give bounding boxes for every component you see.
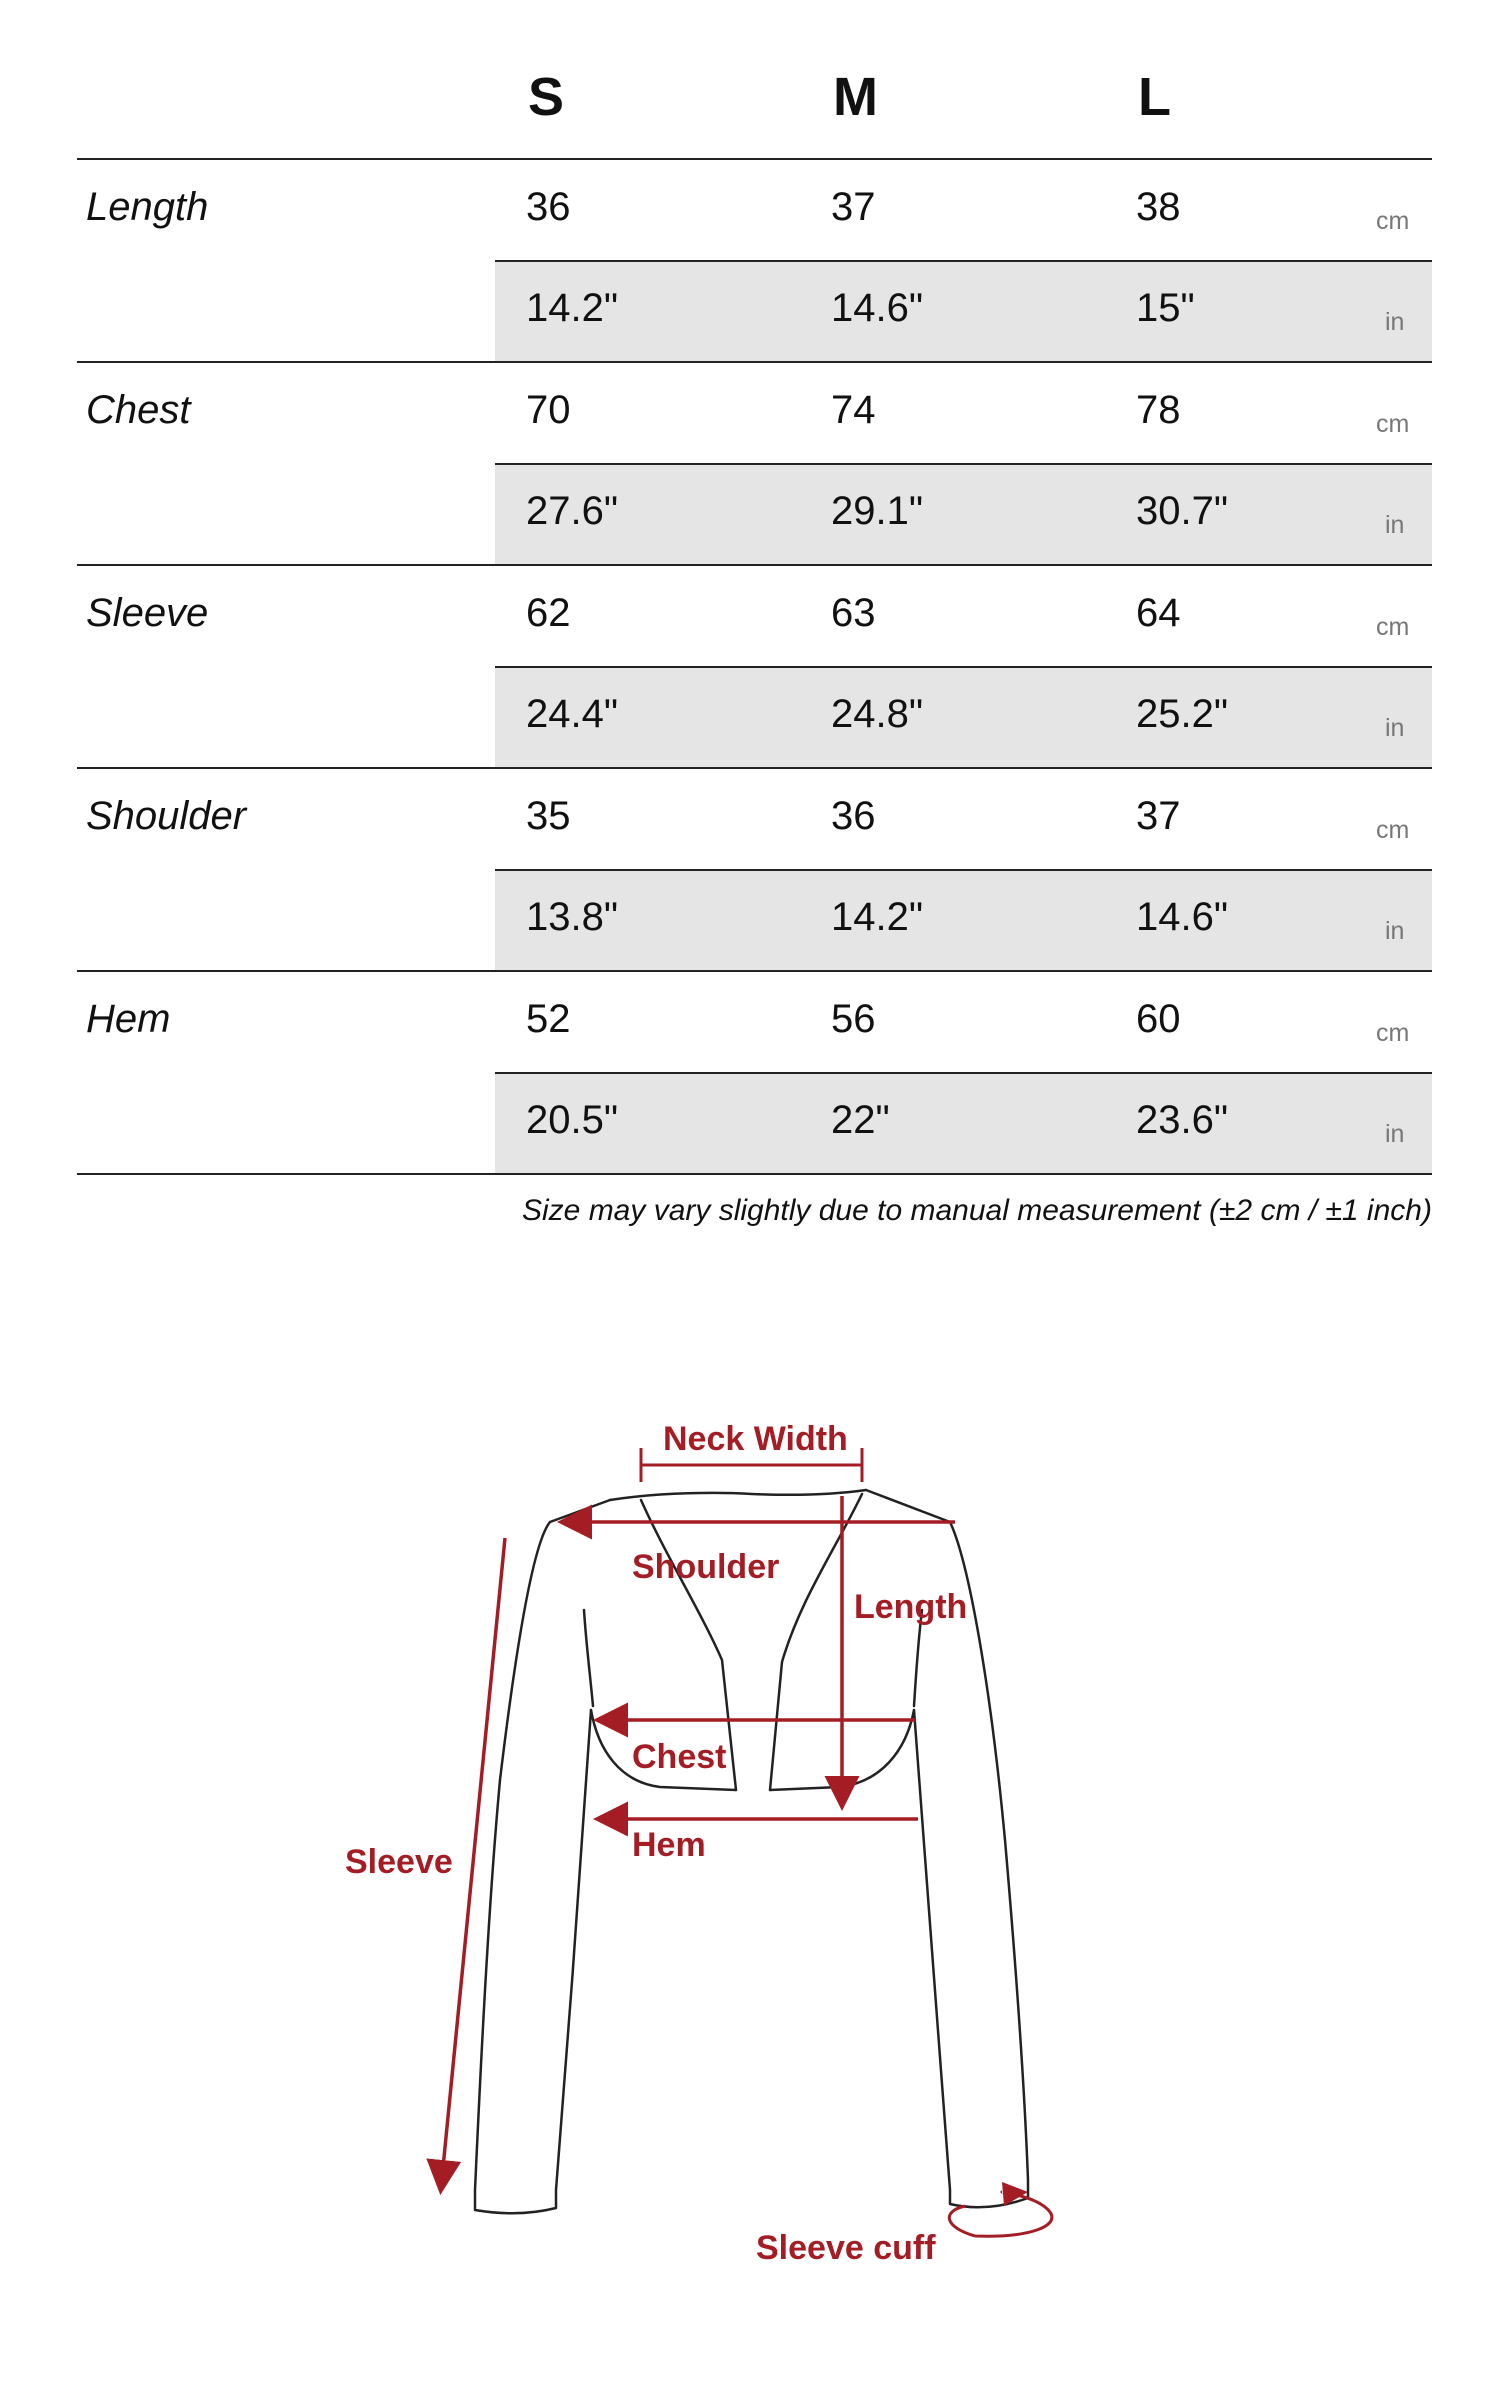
table-rule xyxy=(77,1173,1432,1175)
table-subrule xyxy=(495,260,1432,262)
cell-length-l-in: 15" xyxy=(1136,286,1195,330)
sleeve-cuff-arrow xyxy=(949,2192,1052,2236)
table-rule xyxy=(77,564,1432,566)
label-sleeve: Sleeve xyxy=(345,1843,453,1881)
label-hem: Hem xyxy=(632,1826,706,1864)
unit-cm: cm xyxy=(1376,207,1410,235)
row-label-hem: Hem xyxy=(86,997,171,1041)
unit-in: in xyxy=(1385,714,1405,742)
cell-shoulder-m-cm: 36 xyxy=(831,794,876,838)
cell-sleeve-m-in: 24.8" xyxy=(831,692,924,736)
cell-sleeve-s-cm: 62 xyxy=(526,591,571,635)
cell-sleeve-m-cm: 63 xyxy=(831,591,876,635)
cell-hem-l-in: 23.6" xyxy=(1136,1098,1229,1142)
unit-in: in xyxy=(1385,308,1405,336)
table-subrule xyxy=(495,463,1432,465)
row-shade-shoulder-in xyxy=(495,871,1432,971)
row-shade-sleeve-in xyxy=(495,668,1432,768)
unit-in: in xyxy=(1385,1120,1405,1148)
cell-hem-m-in: 22" xyxy=(831,1098,890,1142)
cell-length-s-cm: 36 xyxy=(526,185,571,229)
cell-chest-l-cm: 78 xyxy=(1136,388,1181,432)
cell-chest-m-in: 29.1" xyxy=(831,489,924,533)
row-shade-chest-in xyxy=(495,465,1432,565)
cell-shoulder-m-in: 14.2" xyxy=(831,895,924,939)
cell-length-s-in: 14.2" xyxy=(526,286,619,330)
table-subrule xyxy=(495,666,1432,668)
unit-in: in xyxy=(1385,917,1405,945)
cell-hem-s-cm: 52 xyxy=(526,997,571,1041)
garment-diagram xyxy=(0,1380,1500,2280)
unit-cm: cm xyxy=(1376,1019,1410,1047)
cell-hem-m-cm: 56 xyxy=(831,997,876,1041)
table-subrule xyxy=(495,869,1432,871)
cell-length-m-in: 14.6" xyxy=(831,286,924,330)
cell-length-l-cm: 38 xyxy=(1136,185,1181,229)
size-header-m: M xyxy=(833,67,878,127)
row-label-shoulder: Shoulder xyxy=(86,794,247,838)
cell-shoulder-l-cm: 37 xyxy=(1136,794,1181,838)
cell-shoulder-s-cm: 35 xyxy=(526,794,571,838)
table-subrule xyxy=(495,1072,1432,1074)
cell-hem-s-in: 20.5" xyxy=(526,1098,619,1142)
cell-shoulder-l-in: 14.6" xyxy=(1136,895,1229,939)
unit-in: in xyxy=(1385,511,1405,539)
label-neck-width: Neck Width xyxy=(663,1420,848,1458)
size-header-l: L xyxy=(1138,67,1171,127)
label-shoulder: Shoulder xyxy=(632,1548,780,1586)
size-header-s: S xyxy=(528,67,565,127)
label-length: Length xyxy=(854,1588,968,1626)
cell-chest-s-in: 27.6" xyxy=(526,489,619,533)
row-label-chest: Chest xyxy=(86,388,191,432)
table-rule xyxy=(77,970,1432,972)
cell-shoulder-s-in: 13.8" xyxy=(526,895,619,939)
cell-sleeve-l-in: 25.2" xyxy=(1136,692,1229,736)
cell-length-m-cm: 37 xyxy=(831,185,876,229)
measurement-note: Size may vary slightly due to manual measurement (±2 cm / ±1 inch) xyxy=(522,1194,1432,1227)
unit-cm: cm xyxy=(1376,816,1410,844)
row-label-sleeve: Sleeve xyxy=(86,591,209,635)
cell-chest-s-cm: 70 xyxy=(526,388,571,432)
unit-cm: cm xyxy=(1376,613,1410,641)
cell-sleeve-s-in: 24.4" xyxy=(526,692,619,736)
cell-chest-m-cm: 74 xyxy=(831,388,876,432)
label-sleeve-cuff: Sleeve cuff xyxy=(756,2229,936,2267)
row-shade-hem-in xyxy=(495,1074,1432,1174)
unit-cm: cm xyxy=(1376,410,1410,438)
label-chest: Chest xyxy=(632,1738,727,1776)
cell-sleeve-l-cm: 64 xyxy=(1136,591,1181,635)
table-rule xyxy=(77,158,1432,160)
row-label-length: Length xyxy=(86,185,209,229)
cell-chest-l-in: 30.7" xyxy=(1136,489,1229,533)
table-rule xyxy=(77,767,1432,769)
row-shade-length-in xyxy=(495,262,1432,362)
cell-hem-l-cm: 60 xyxy=(1136,997,1181,1041)
table-rule xyxy=(77,361,1432,363)
